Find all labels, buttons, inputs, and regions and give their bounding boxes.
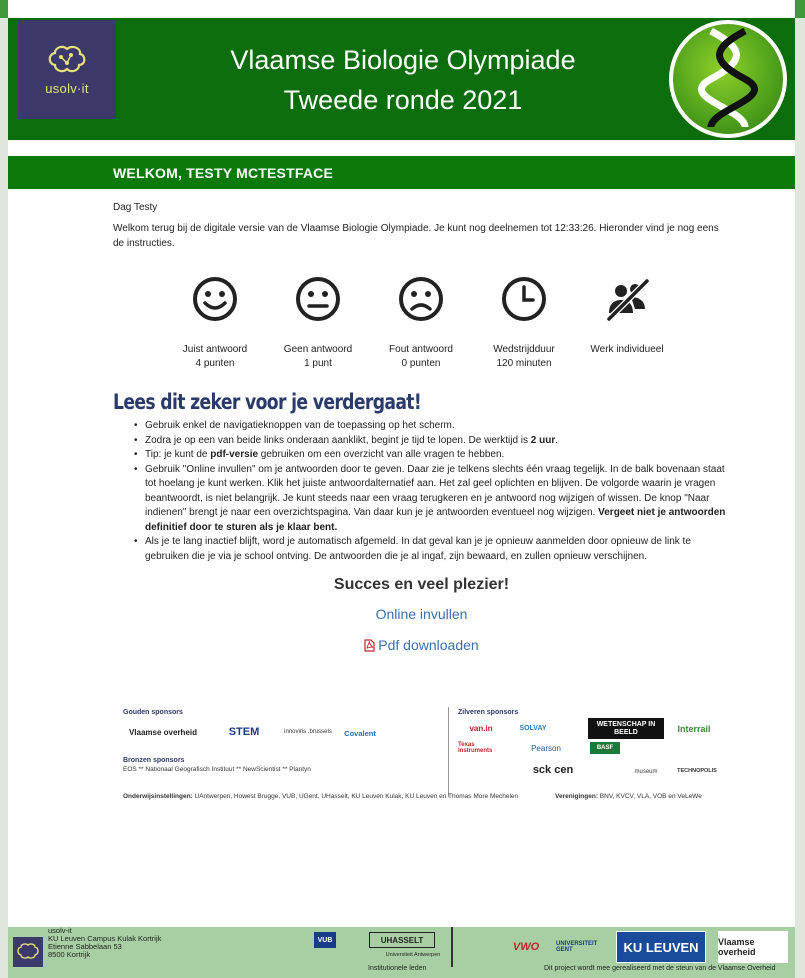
associations-label: Verenigingen: [555, 793, 598, 800]
footer-address [48, 927, 161, 959]
footer [8, 927, 795, 978]
sponsor-logo: SOLVAY [519, 724, 547, 732]
sponsor-logo: STEM [228, 726, 260, 738]
closing-text: Succes en veel plezier! [333, 576, 510, 593]
instruction-text: pdf-versie [210, 449, 259, 460]
instruction-text: 2 uur [530, 434, 556, 446]
pdf-download-link[interactable] [0, 637, 805, 653]
footer-address-line: KU Leuven Campus Kulak Kortrijk [48, 934, 162, 943]
partner-logo: UNIVERSITEIT GENT [556, 941, 598, 953]
partner-logo: Universiteit Antwerpen [385, 952, 441, 958]
scoring-item [165, 275, 265, 371]
instruction-text: gebruiken om een overzicht van alle vragen te hebben. [258, 449, 505, 460]
dna-icon [693, 27, 763, 131]
sponsor-logo: BASF [590, 742, 620, 754]
dna-logo [669, 20, 787, 138]
instruction-text: Gebruik "Online invullen" om je antwoorden door te geven. Daar zie je telkens slechts één vraag tegelijk. In de balk bovenaan staat tot hoelang je kunt werken. Klik het juiste antwoordalternatief aan. Het zal geel oplichten en blijven. De volgorde waarin je vragen beantwoordt, is niet belangrijk. Je kunt steeds naar een vraag terugkeren en je antwoord nog wijzigen of wissen. De knop "Naar indienen" brengt je naar een overzichtspagina. Van daar kun je je antwoorden eventueel nog wijzigen. [145, 463, 725, 518]
gold-sponsors-heading: Gouden sponsors [123, 709, 183, 716]
instruction-item [133, 419, 728, 434]
scoring-item [268, 275, 368, 371]
bronze-sponsors-text: EOS ** Nationaal Geografisch Instituut ** NewScientist ** Plantyn [123, 766, 311, 773]
logo-text: usolv·it [45, 81, 89, 96]
sponsor-logo: Texas Instruments [458, 742, 493, 754]
scoring-item [577, 275, 677, 357]
pdf-download-link-text[interactable]: Pdf downloaden [378, 637, 479, 653]
instruction-text: Tip: je kunt de [145, 449, 211, 460]
intro-section [113, 200, 725, 251]
instructions-title: Lees dit zeker voor je verdergaat! [113, 390, 422, 414]
scoring-row [165, 275, 665, 375]
partner-logo: Vlaamse overheid [718, 931, 788, 963]
scoring-label: Geen antwoord [283, 344, 353, 355]
intro-text: Welkom terug bij de digitale versie van de Vlaamse Biologie Olympiade. Je kunt nog deelnemen tot 12:33:26. Hieronder vind je nog eens de instructies. [113, 223, 719, 249]
online-invullen-link[interactable] [0, 606, 805, 622]
education-text: UAntwerpen, Howest Brugge, VUB, UGent, UHasselt, KU Leuven Kulak, KU Leuven en Thomas More Mechelen [194, 793, 519, 800]
sponsor-logo: Vlaamse overheid [128, 727, 198, 737]
instruction-text: Zodra je op een van beide links onderaan aanklikt, begint je tijd te lopen. De werktijd is [145, 434, 531, 446]
sponsors-divider [448, 707, 449, 797]
associations-text: BNV, KVCV, VLA, VOB en VeLeWe [599, 793, 702, 800]
scoring-value: 1 punt [304, 358, 332, 369]
instruction-item [133, 535, 728, 564]
scoring-label: Fout antwoord [389, 344, 453, 355]
footer-logo [13, 937, 43, 967]
pdf-file-icon [364, 639, 375, 652]
footer-address-line: 8500 Kortrijk [48, 950, 91, 959]
scoring-item [371, 275, 471, 371]
sponsor-logo: innoviris .brussels [284, 729, 332, 735]
education-label: Onderwijsinstellingen: [123, 793, 193, 800]
sponsor-logo: Interrail [677, 724, 711, 734]
sponsor-logo: TECHNOPOLIS [677, 768, 717, 774]
partner-logo: KU LEUVEN [616, 931, 706, 963]
partner-logo: UHASSELT [369, 932, 435, 948]
welcome-bar: WELKOM, TESTY MCTESTFACE [8, 156, 795, 189]
footer-divider [451, 927, 453, 967]
online-invullen-link-text[interactable]: Online invullen [375, 606, 468, 622]
page-title [148, 40, 658, 120]
scoring-label: Juist antwoord [182, 344, 248, 355]
greeting: Dag Testy [113, 202, 158, 213]
scoring-value: 120 minuten [496, 358, 552, 369]
footer-org: usolv-it [48, 926, 72, 935]
brain-icon [13, 937, 43, 967]
smile-icon [191, 275, 239, 323]
brain-icon [45, 43, 89, 75]
institutional-members-label: Institutionele leden [368, 965, 427, 972]
sponsor-logo: WETENSCHAP IN BEELD [588, 718, 664, 739]
instruction-item [133, 434, 728, 449]
sponsor-logo: museum [634, 769, 658, 775]
instructions-list [133, 419, 728, 564]
education-institutions [123, 793, 518, 800]
silver-sponsors-heading: Zilveren sponsors [458, 709, 519, 716]
clock-icon [500, 275, 548, 323]
instruction-item [133, 448, 728, 463]
scoring-label: Werk individueel [590, 344, 664, 355]
sad-face-icon [397, 275, 445, 323]
sponsor-logo: van.in [469, 723, 493, 733]
sponsor-logo: Covalent [344, 728, 376, 738]
sponsor-logo: Pearson [531, 743, 561, 753]
associations [555, 793, 702, 800]
scoring-value: 4 punten [195, 358, 235, 369]
footer-note: Dit project wordt mee gerealiseerd met de steun van de Vlaamse Overheid [544, 965, 776, 972]
partner-logo: VUB [314, 932, 336, 948]
scoring-item [474, 275, 574, 371]
instruction-text: Vergeet niet je antwoorden definitief door te sturen als je klaar bent. [145, 507, 726, 533]
sponsors-panel [118, 705, 726, 805]
sponsor-logo: sck cen [532, 764, 574, 776]
scoring-value: 0 punten [401, 358, 441, 369]
partner-logo: VWO [512, 941, 540, 953]
footer-address-line: Etienne Sabbelaan 53 [48, 942, 122, 951]
no-group-icon [603, 275, 651, 323]
scoring-label: Wedstrijdduur [493, 344, 555, 355]
title-line-2: Tweede ronde 2021 [283, 85, 523, 115]
header-banner [8, 18, 795, 140]
bronze-sponsors-heading: Bronzen sponsors [123, 757, 185, 764]
instruction-item [133, 463, 728, 536]
instruction-text: Als je te lang inactief blijft, word je automatisch afgemeld. In dat geval kan je je opnieuw aanmelden door opnieuw de link te gebruiken die je via je school ontving. De antwoorden die je al ingaf, zijn bewaard, en zullen opnieuw verschijnen. [145, 536, 691, 562]
neutral-face-icon [294, 275, 342, 323]
instruction-text: Gebruik enkel de navigatieknoppen van de toepassing op het scherm. [145, 420, 455, 431]
usolvit-logo [18, 20, 116, 119]
title-line-1: Vlaamse Biologie Olympiade [230, 45, 576, 75]
instruction-text: . [555, 434, 559, 446]
